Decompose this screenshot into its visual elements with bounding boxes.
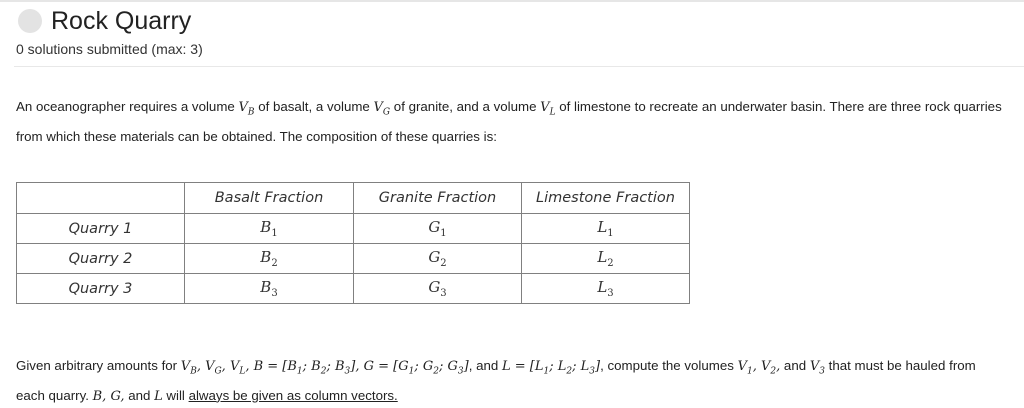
cell-sub: 1 <box>607 228 614 239</box>
math-vg <box>373 100 391 118</box>
cell-var: L <box>597 248 608 266</box>
table-row <box>17 244 690 274</box>
cell-sub: 2 <box>607 258 614 269</box>
problem-title: Rock Quarry <box>51 7 192 35</box>
math-l-vector: $L = [L_1$; $L_2$; $L_3$] <box>502 359 601 377</box>
table-cell <box>354 214 522 244</box>
intro-text-2: of basalt, a volume <box>254 99 374 114</box>
cell-sub: 1 <box>271 228 278 239</box>
table-cell <box>185 214 354 244</box>
math-vb <box>238 100 255 118</box>
table-cell <box>185 244 354 274</box>
math-inputs: $V_B$, $V_G$, $V_L$, $B = [B_1$; $B_2$; $B_3$], $G = [G_1$; $G_2$; $G_3$] <box>180 359 469 377</box>
problem-task <box>16 354 1006 408</box>
intro-text-1: An oceanographer requires a volume <box>16 99 239 114</box>
math-v1-v2: $V_1$, $V_2$, <box>737 359 781 377</box>
quarry-label: Quarry 2 <box>17 244 185 274</box>
problem-intro <box>16 95 1006 148</box>
header-divider <box>14 66 1024 67</box>
cell-sub: 3 <box>440 288 447 299</box>
math-vb-sub: B <box>247 107 255 118</box>
table-row <box>17 214 690 244</box>
cell-sub: 2 <box>271 258 278 269</box>
task-text-6: and <box>124 387 155 403</box>
table-cell <box>185 274 354 304</box>
intro-text-3: of granite, and a volume <box>390 99 541 114</box>
quarry-composition-table <box>16 182 690 304</box>
cell-var: B <box>260 218 272 236</box>
cell-var: L <box>597 218 608 236</box>
cell-var: G <box>428 248 441 266</box>
cell-sub: 3 <box>607 288 614 299</box>
table-cell <box>522 244 690 274</box>
task-text-4: and <box>780 358 810 373</box>
title-row <box>18 6 1018 36</box>
solution-status-icon <box>18 9 42 33</box>
task-text-2: , and <box>468 358 502 373</box>
math-b-g: B, G, <box>92 388 125 404</box>
quarry-label: Quarry 1 <box>17 214 185 244</box>
table-header-cell: Granite Fraction <box>354 183 522 214</box>
problem-header <box>18 6 1018 57</box>
intro-text-4: of limestone to recreate an underwater basin. There are three rock quarries from which these materials can be obtained. The composition of these quarries is: <box>16 99 1002 144</box>
table-cell <box>522 274 690 304</box>
cell-var: G <box>428 278 441 296</box>
math-v3: $V_3$ <box>809 359 825 377</box>
cell-var: G <box>428 218 441 236</box>
table-header-row <box>17 183 690 214</box>
math-vg-base: V <box>373 100 383 115</box>
math-vl-base: V <box>540 100 550 115</box>
quarry-label: Quarry 3 <box>17 274 185 304</box>
task-text-5: that must be hauled from each quarry. <box>16 358 976 403</box>
math-vb-base: V <box>238 100 248 115</box>
table-header-cell <box>17 183 185 214</box>
table-cell <box>522 214 690 244</box>
task-text-1: Given arbitrary amounts for <box>16 358 181 373</box>
cell-var: L <box>597 278 608 296</box>
table-cell <box>354 274 522 304</box>
table-cell <box>354 244 522 274</box>
table-row <box>17 274 690 304</box>
cell-var: B <box>260 248 272 266</box>
task-text-7: will <box>162 387 189 403</box>
table-header-cell: Limestone Fraction <box>522 183 690 214</box>
math-vl <box>540 100 556 118</box>
top-border <box>0 0 1024 2</box>
math-vl-sub: L <box>549 107 556 118</box>
cell-sub: 2 <box>440 258 447 269</box>
cell-sub: 3 <box>271 288 278 299</box>
math-l: L <box>154 388 163 404</box>
cell-sub: 1 <box>440 228 447 239</box>
cell-var: B <box>260 278 272 296</box>
task-text-3: , compute the volumes <box>600 358 738 373</box>
table-header-cell: Basalt Fraction <box>185 183 354 214</box>
column-vectors-link[interactable]: always be given as column vectors. <box>188 387 398 403</box>
math-vg-sub: G <box>382 107 391 118</box>
submission-count: 0 solutions submitted (max: 3) <box>16 41 203 57</box>
